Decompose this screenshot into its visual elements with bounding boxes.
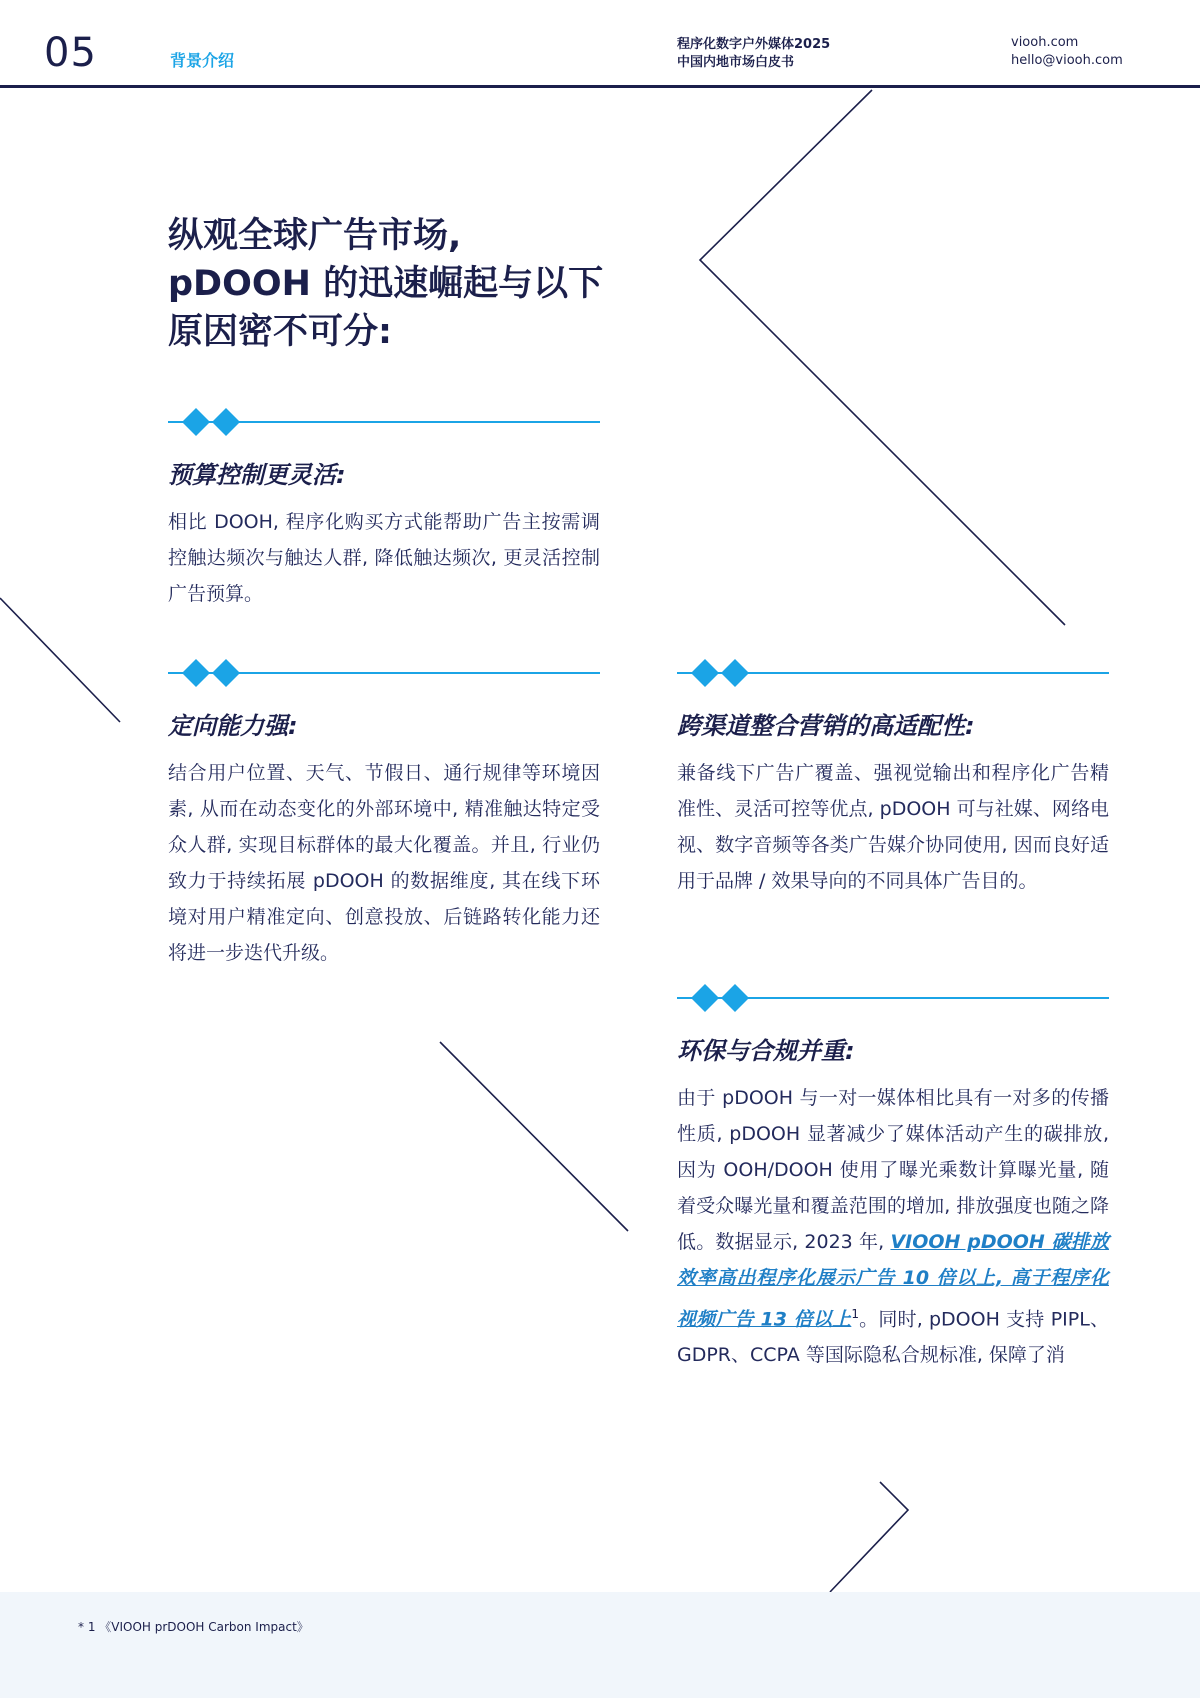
body-text-start: 由于 pDOOH 与一对一媒体相比具有一对多的传播性质, pDOOH 显著减少了媒体活动产生的碳排放, 因为 OOH/DOOH 使用了曝光乘数计算曝光量, 随着受众曝光量和覆盖范围的增加, 排放强度也随之降低。数据显示, 2023 年,: [677, 1087, 1109, 1253]
page-footer: [0, 1592, 1200, 1698]
headline-line1: 纵观全球广告市场,: [168, 216, 462, 256]
section-title: 环保与合规并重:: [677, 1037, 855, 1065]
section-body: 相比 DOOH, 程序化购买方式能帮助广告主按需调控触达频次与触达人群, 降低触达频次, 更灵活控制广告预算。: [168, 511, 600, 605]
footnote-marker: 1: [851, 1307, 859, 1321]
headline-line3: 原因密不可分:: [168, 312, 392, 352]
diamond-icon: [212, 408, 240, 436]
document-title-line1: 程序化数字户外媒体2025: [677, 37, 831, 52]
section-body: 兼备线下广告广覆盖、强视觉输出和程序化广告精准性、灵活可控等优点, pDOOH 可与社媒、网络电视、数字音频等各类广告媒介协同使用, 因而良好适用于品牌 / 效果导向的不同具体广告目的。: [677, 762, 1109, 892]
diamond-icon: [691, 659, 719, 687]
deco-line-left: [0, 598, 120, 722]
website-link[interactable]: viooh.com: [1011, 35, 1079, 50]
section-body: [677, 1080, 1109, 1373]
document-title: [677, 36, 830, 72]
deco-line-middle: [440, 1042, 628, 1231]
diamond-divider: [677, 980, 1109, 1016]
section-title: 跨渠道整合营销的高适配性:: [677, 712, 975, 740]
diamond-divider: [677, 655, 1109, 691]
section-crosschannel: [677, 655, 1109, 899]
deco-chevron-bottom: [830, 1482, 908, 1592]
source-link[interactable]: VIOOH pDOOH 碳排放效率高出程序化展示广告 10 倍以上, 高于程序化视频广告 13 倍以上: [677, 1231, 1109, 1331]
contact-info: [1011, 34, 1123, 70]
email-link[interactable]: hello@viooh.com: [1011, 53, 1123, 68]
section-title: 定向能力强:: [168, 712, 298, 740]
page-number: 05: [44, 30, 97, 76]
diamond-icon: [212, 659, 240, 687]
diamond-divider: [168, 655, 600, 691]
page-header: [0, 0, 1200, 88]
deco-chevron-top: [700, 90, 1065, 625]
section-targeting: [168, 655, 600, 971]
diamond-divider: [168, 404, 600, 440]
document-title-line2: 中国内地市场白皮书: [677, 55, 795, 70]
page-headline: [168, 212, 608, 356]
body-text-end: 。同时, pDOOH 支持 PIPL、GDPR、CCPA 等国际隐私合规标准, 保障了消: [677, 1308, 1109, 1367]
diamond-icon: [721, 659, 749, 687]
section-budget: [168, 404, 600, 612]
section-green: [677, 980, 1109, 1373]
section-body: 结合用户位置、天气、节假日、通行规律等环境因素, 从而在动态变化的外部环境中, 精准触达特定受众人群, 实现目标群体的最大化覆盖。并且, 行业仍致力于持续拓展 pDOOH 的数据维度, 其在线下环境对用户精准定向、创意投放、后链路转化能力还将进一步迭代升级。: [168, 762, 600, 964]
headline-line2: pDOOH 的迅速崛起与以下: [168, 264, 604, 304]
diamond-icon: [182, 659, 210, 687]
header-rule: [0, 85, 1200, 88]
diamond-icon: [721, 984, 749, 1012]
footnote: * 1 《VIOOH prDOOH Carbon Impact》: [78, 1620, 309, 1634]
section-title: 预算控制更灵活:: [168, 461, 346, 489]
section-label: 背景介绍: [170, 51, 235, 70]
diamond-icon: [182, 408, 210, 436]
diamond-icon: [691, 984, 719, 1012]
